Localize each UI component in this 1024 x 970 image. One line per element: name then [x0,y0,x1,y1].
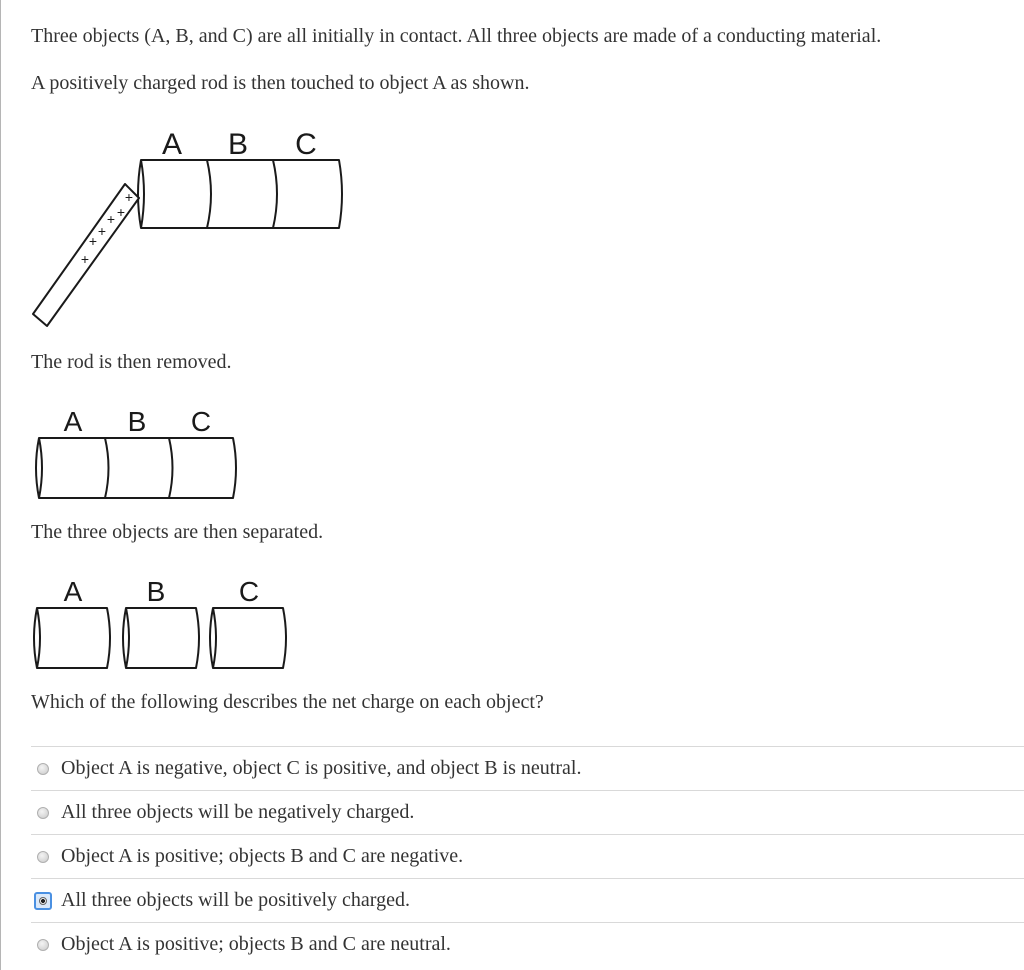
figure2-label-c: C [190,406,212,437]
answer-option-label: Object A is negative, object C is positive, and object B is neutral. [61,757,582,779]
answer-option-5[interactable] [31,922,1024,966]
rod-charge-1: + [124,189,134,205]
figure2-label-b: B [127,406,147,437]
answer-option-label: All three objects will be negatively charged. [61,801,415,823]
radio-button[interactable] [37,763,49,775]
answer-option-4[interactable] [31,878,1024,922]
answer-option-1[interactable] [31,746,1024,790]
radio-button-selected[interactable] [34,892,52,910]
answer-options-list [31,746,1024,966]
question-intro-text: Three objects (A, B, and C) are all initially in contact. All three objects are made of a conducting material. [31,25,882,47]
rod-removed-text: The rod is then removed. [31,351,232,373]
objects-separated-text: The three objects are then separated. [31,521,324,543]
answer-option-2[interactable] [31,790,1024,834]
figure-objects-separated [1,570,301,670]
rod-charge-6: + [80,251,90,267]
figure-rod-touching [1,120,361,340]
answer-option-label: Object A is positive; objects B and C are negative. [61,845,464,867]
figure3-label-a: A [63,576,83,607]
rod-charge-4: + [97,223,107,239]
figure-objects-in-contact [1,400,261,500]
figure3-cylinders [34,608,286,668]
figure1-label-b: B [227,128,249,161]
figure1-label-a: A [161,128,183,161]
figure3-label-c: C [238,576,260,607]
charged-rod [33,184,139,326]
figure1-cylinders [138,160,342,228]
rod-instruction-text: A positively charged rod is then touched to object A as shown. [31,72,530,94]
answer-option-label: Object A is positive; objects B and C are neutral. [61,933,451,955]
question-prompt: Which of the following describes the net charge on each object? [31,691,544,713]
radio-button[interactable] [37,851,49,863]
figure2-cylinders [36,438,236,498]
figure1-label-c: C [295,128,317,161]
radio-button[interactable] [37,939,49,951]
figure2-label-a: A [63,406,83,437]
rod-charge-5: + [88,233,98,249]
radio-button[interactable] [37,807,49,819]
rod-charge-2: + [116,204,126,220]
rod-charge-3: + [106,211,116,227]
figure3-label-b: B [146,576,166,607]
answer-option-3[interactable] [31,834,1024,878]
answer-option-label: All three objects will be positively charged. [61,889,410,911]
